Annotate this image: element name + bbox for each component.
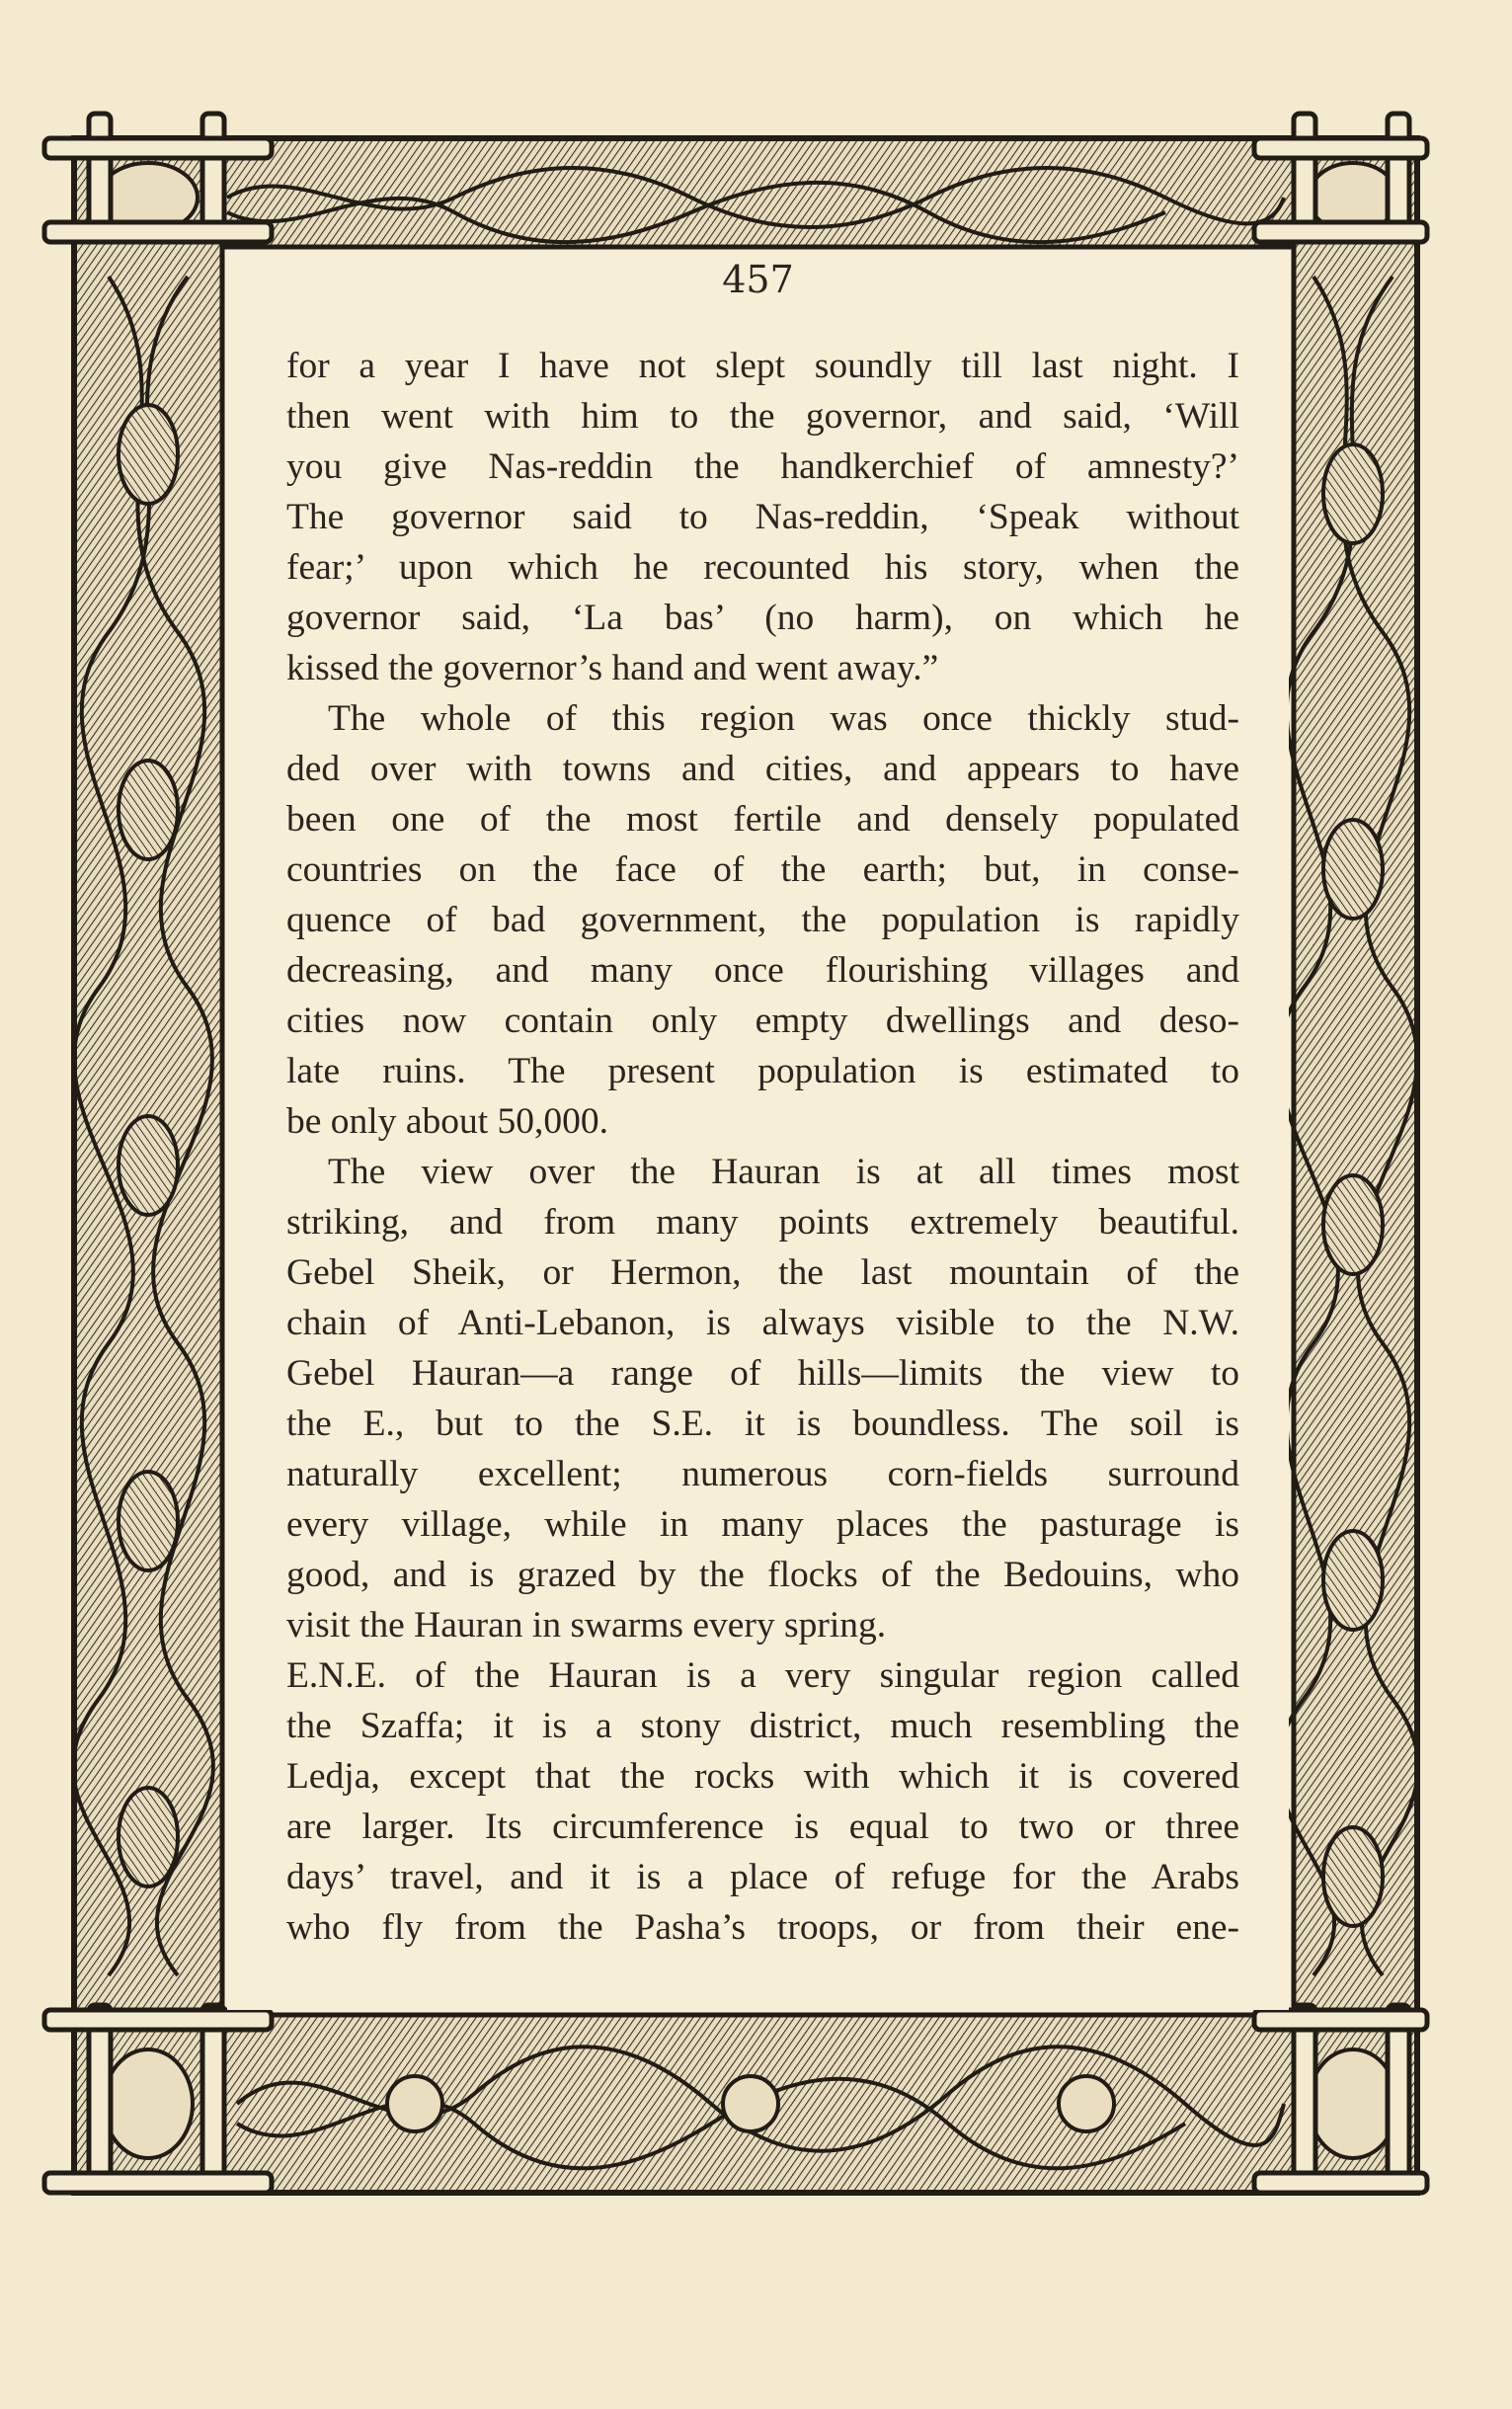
text-line: days’ travel, and it is a place of refuge for the Arabs (286, 1857, 1239, 1897)
text-line: chain of Anti-Lebanon, is always visible to the N.W. (286, 1303, 1239, 1343)
body-text (286, 341, 1239, 1953)
text-line: striking, and from many points extremely beautiful. (286, 1202, 1239, 1243)
text-line: cities now contain only empty dwellings and deso- (286, 1001, 1239, 1041)
text-line: the Szaffa; it is a stony district, much resembling the (286, 1706, 1239, 1746)
text-line: E.N.E. of the Hauran is a very singular region called (286, 1655, 1239, 1696)
page-number: 457 (722, 258, 794, 301)
text-line: you give Nas-reddin the handkerchief of amnesty?’ (286, 446, 1239, 487)
text-line: kissed the governor’s hand and went away.” (286, 648, 939, 688)
text-line: The whole of this region was once thickly stud- (328, 698, 1239, 739)
text-line: The governor said to Nas-reddin, ‘Speak without (286, 497, 1239, 537)
text-line: decreasing, and many once flourishing villages and (286, 950, 1239, 991)
text-line: late ruins. The present population is estimated to (286, 1051, 1239, 1091)
text-line: Gebel Sheik, or Hermon, the last mountain of the (286, 1252, 1239, 1293)
text-line: fear;’ upon which he recounted his story, when the (286, 547, 1239, 588)
text-line: for a year I have not slept soundly till last night. I (286, 346, 1239, 386)
text-line: are larger. Its circumference is equal to two or three (286, 1807, 1239, 1847)
text-line: Gebel Hauran—a range of hills—limits the view to (286, 1353, 1239, 1394)
text-line: Ledja, except that the rocks with which it is covered (286, 1756, 1239, 1797)
text-line: the E., but to the S.E. it is boundless. The soil is (286, 1404, 1239, 1444)
text-line: quence of bad government, the population is rapidly (286, 900, 1239, 940)
text-line: countries on the face of the earth; but, in conse- (286, 849, 1239, 890)
text-line: been one of the most fertile and densely populated (286, 799, 1239, 840)
text-line: naturally excellent; numerous corn-fields surround (286, 1454, 1239, 1494)
text-line: visit the Hauran in swarms every spring. (286, 1605, 887, 1646)
text-line: then went with him to the governor, and said, ‘Will (286, 396, 1239, 437)
text-line: The view over the Hauran is at all times most (328, 1152, 1239, 1192)
text-line: be only about 50,000. (286, 1101, 609, 1142)
text-line: governor said, ‘La bas’ (no harm), on which he (286, 598, 1239, 638)
text-line: every village, while in many places the pasturage is (286, 1504, 1239, 1545)
text-line: ded over with towns and cities, and appears to have (286, 749, 1239, 789)
text-block (227, 252, 1289, 2010)
text-line: who fly from the Pasha’s troops, or from their ene- (286, 1907, 1239, 1948)
text-line: good, and is grazed by the flocks of the Bedouins, who (286, 1555, 1239, 1595)
